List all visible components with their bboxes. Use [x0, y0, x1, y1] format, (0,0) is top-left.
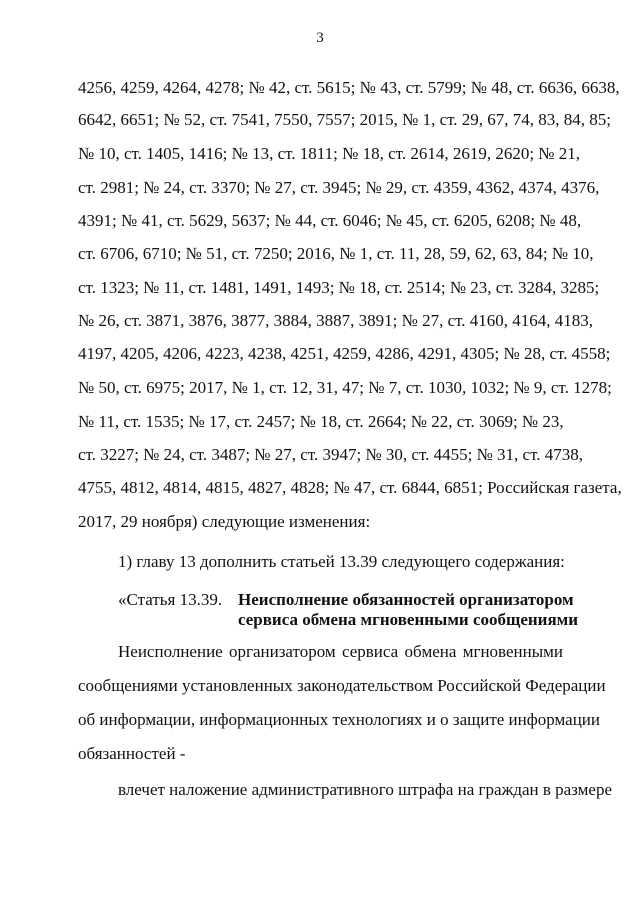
text-line: ст. 1323; № 11, ст. 1481, 1491, 1493; № 18, ст. 2514; № 23, ст. 3284, 3285; — [78, 278, 600, 297]
text-line: 2017, 29 ноября) следующие изменения: — [78, 512, 371, 531]
text-line: ст. 6706, 6710; № 51, ст. 7250; 2016, № 1, ст. 11, 28, 59, 62, 63, 84; № 10, — [78, 244, 594, 263]
article-label: «Статья 13.39. — [118, 590, 223, 609]
text-line: № 11, ст. 1535; № 17, ст. 2457; № 18, ст. 2664; № 22, ст. 3069; № 23, — [78, 412, 564, 431]
text-line: 4197, 4205, 4206, 4223, 4238, 4251, 4259, 4286, 4291, 4305; № 28, ст. 4558; — [78, 344, 611, 363]
text-line: 4755, 4812, 4814, 4815, 4827, 4828; № 47, ст. 6844, 6851; Российская газета, — [78, 478, 622, 497]
article-title-line: сервиса обмена мгновенными сообщениями — [238, 610, 579, 629]
text-line: Неисполнение организатором сервиса обмена мгновенными — [118, 642, 563, 661]
text-line: № 50, ст. 6975; 2017, № 1, ст. 12, 31, 47; № 7, ст. 1030, 1032; № 9, ст. 1278; — [78, 378, 612, 397]
page-number: 3 — [316, 30, 324, 46]
text-line: 4256, 4259, 4264, 4278; № 42, ст. 5615; № 43, ст. 5799; № 48, ст. 6636, 6638, — [78, 78, 620, 97]
text-line: сообщениями установленных законодательством Российской Федерации — [78, 676, 606, 695]
text-line: 6642, 6651; № 52, ст. 7541, 7550, 7557; 2015, № 1, ст. 29, 67, 74, 83, 84, 85; — [78, 110, 612, 129]
text-line: влечет наложение административного штрафа на граждан в размере — [118, 780, 613, 799]
text-line: ст. 3227; № 24, ст. 3487; № 27, ст. 3947; № 30, ст. 4455; № 31, ст. 4738, — [78, 445, 584, 464]
text-line: об информации, информационных технологиях и о защите информации — [78, 710, 600, 729]
article-title — [238, 590, 579, 630]
article-title-line: Неисполнение обязанностей организатором — [238, 590, 574, 609]
text-line: № 10, ст. 1405, 1416; № 13, ст. 1811; № 18, ст. 2614, 2619, 2620; № 21, — [78, 144, 581, 163]
text-line: 4391; № 41, ст. 5629, 5637; № 44, ст. 6046; № 45, ст. 6205, 6208; № 48, — [78, 211, 582, 230]
text-line: обязанностей - — [78, 744, 186, 763]
text-line: № 26, ст. 3871, 3876, 3877, 3884, 3887, 3891; № 27, ст. 4160, 4164, 4183, — [78, 311, 594, 330]
text-line: ст. 2981; № 24, ст. 3370; № 27, ст. 3945; № 29, ст. 4359, 4362, 4374, 4376, — [78, 178, 600, 197]
list-item-1: 1) главу 13 дополнить статьей 13.39 следующего содержания: — [118, 552, 565, 571]
